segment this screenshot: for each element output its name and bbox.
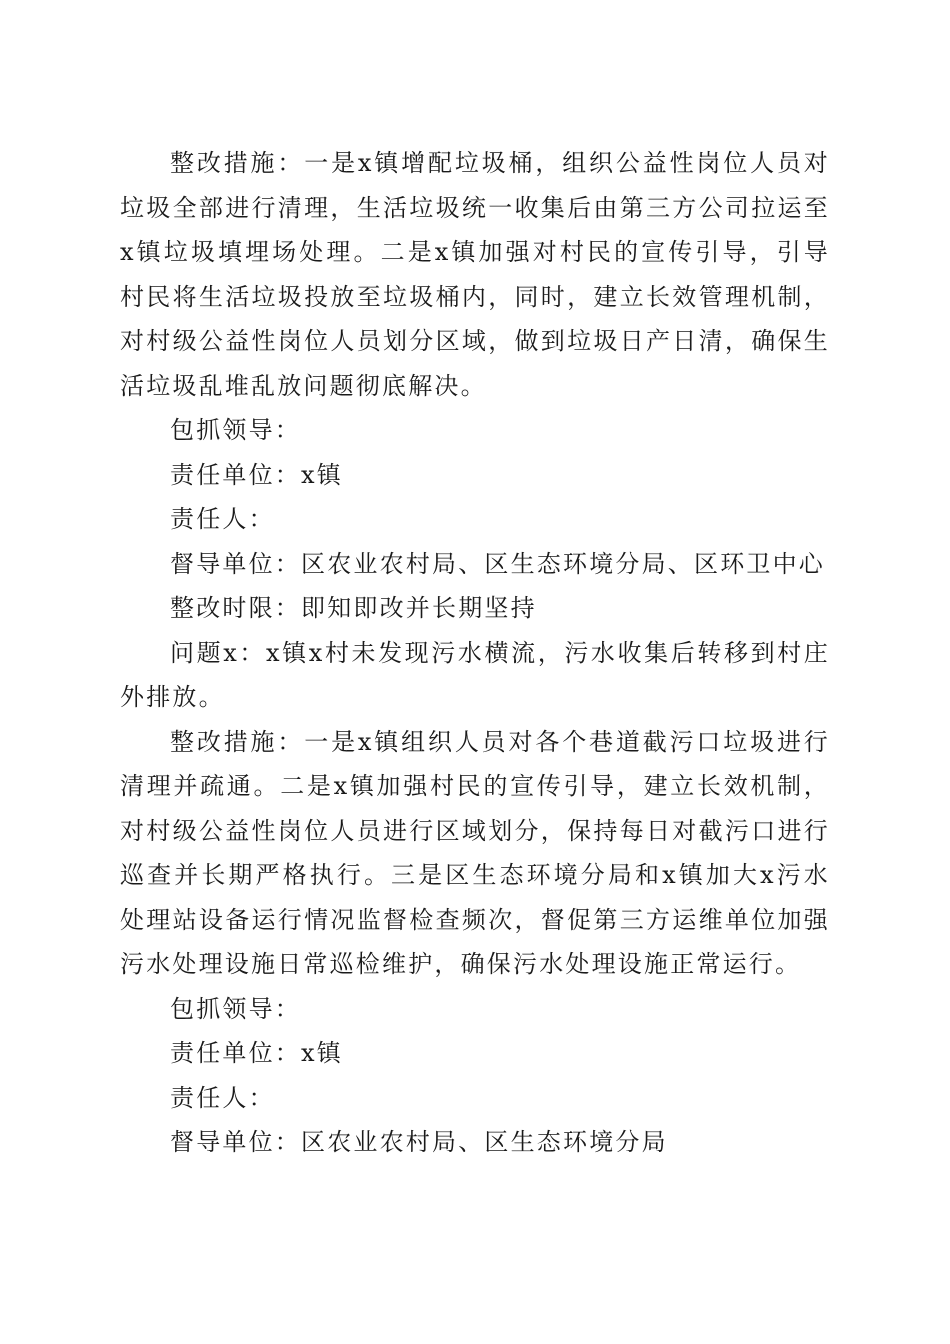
- leader-line-2: 包抓领导：: [170, 994, 301, 1023]
- responsible-unit-line-2: 责任单位：x镇: [170, 1039, 343, 1067]
- responsible-person-line-1: 责任人：: [170, 505, 275, 533]
- problem-paragraph: 问题x：x镇x村未发现污水横流，污水收集后转移到村庄外排放。: [120, 638, 830, 711]
- supervising-unit-line-1: 督导单位：区农业农村局、区生态环境分局、区环卫中心: [170, 549, 825, 578]
- leader-line-1: 包抓领导：: [170, 416, 301, 444]
- measures-paragraph-2: 整改措施：一是x镇组织人员对各个巷道截污口垃圾进行清理并疏通。二是x镇加强村民的宣传引导，建立长效机制，对村级公益性岗位人员进行区域划分，保持每日对截污口进行巡查并长期严格执行。三是区生态环境分局和x镇加大x污水处理站设备运行情况监督检查频次，督促第三方运维单位加强污水处理设施日常巡检维护，确保污水处理设施正常运行。: [120, 727, 830, 978]
- document-page: [120, 141, 830, 1165]
- measures-paragraph-1: 整改措施：一是x镇增配垃圾桶，组织公益性岗位人员对垃圾全部进行清理，生活垃圾统一收集后由第三方公司拉运至x镇垃圾填埋场处理。二是x镇加强对村民的宣传引导，引导村民将生活垃圾投放至垃圾桶内，同时，建立长效管理机制，对村级公益性岗位人员划分区域，做到垃圾日产日清，确保生活垃圾乱堆乱放问题彻底解决。: [120, 149, 830, 400]
- supervising-unit-line-2: 督导单位：区农业农村局、区生态环境分局: [170, 1128, 668, 1156]
- deadline-line-1: 整改时限：即知即改并长期坚持: [170, 594, 537, 622]
- responsible-person-line-2: 责任人：: [170, 1083, 275, 1112]
- responsible-unit-line-1: 责任单位：x镇: [170, 460, 343, 489]
